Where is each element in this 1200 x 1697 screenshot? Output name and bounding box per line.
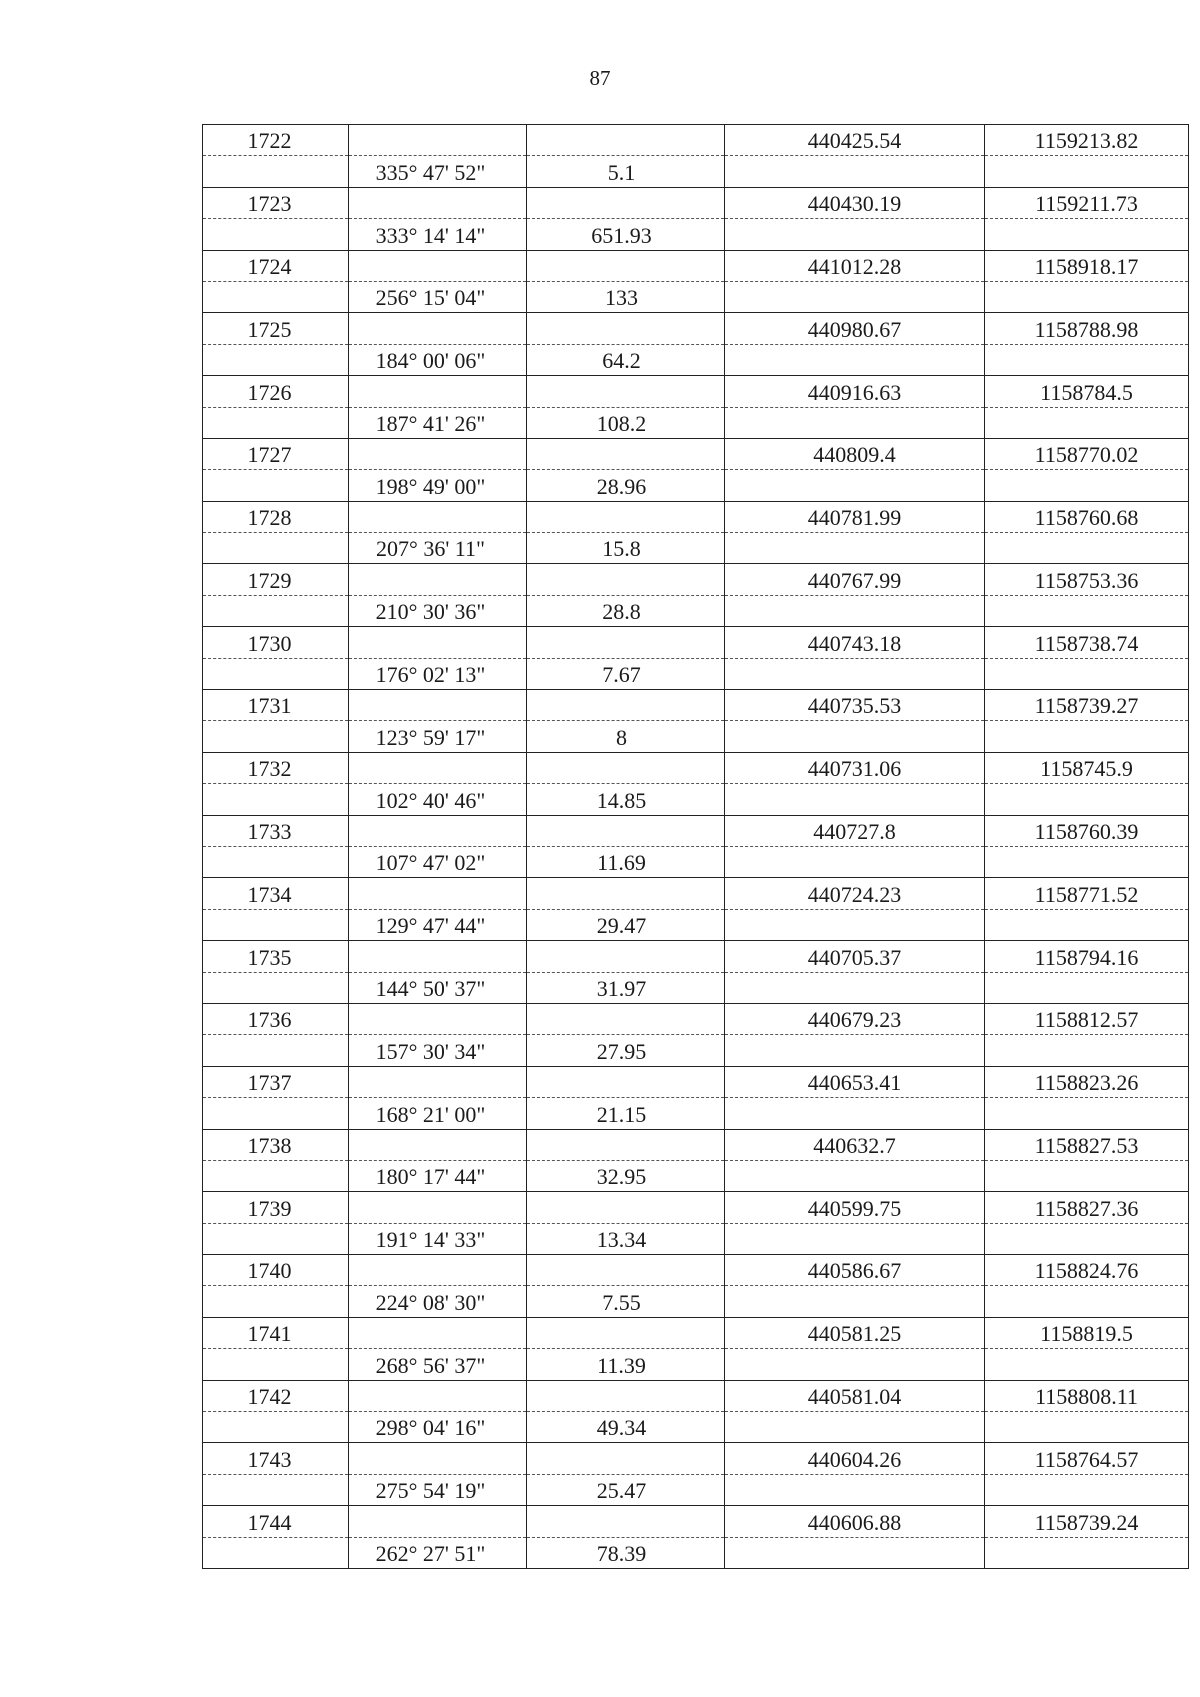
segment-row [203, 658, 1189, 689]
point-row [203, 815, 1189, 846]
segment-row [203, 1160, 1189, 1191]
distance: 8 [527, 721, 725, 752]
coordinate-table [202, 124, 1189, 1569]
coordinate-x: 440735.53 [725, 690, 985, 721]
empty-cell [349, 1443, 527, 1474]
empty-cell [985, 784, 1189, 815]
point-row [203, 1317, 1189, 1348]
coordinate-x: 440586.67 [725, 1255, 985, 1286]
coordinate-y: 1158788.98 [985, 313, 1189, 344]
bearing: 129° 47' 44" [349, 909, 527, 940]
bearing: 275° 54' 19" [349, 1474, 527, 1505]
coordinate-y: 1158738.74 [985, 627, 1189, 658]
segment-row [203, 407, 1189, 438]
empty-cell [203, 533, 349, 564]
empty-cell [725, 1160, 985, 1191]
segment-row [203, 721, 1189, 752]
point-row [203, 125, 1189, 156]
coordinate-x: 440724.23 [725, 878, 985, 909]
empty-cell [349, 1192, 527, 1223]
coordinate-y: 1158808.11 [985, 1380, 1189, 1411]
empty-cell [349, 438, 527, 469]
distance: 27.95 [527, 1035, 725, 1066]
point-id: 1725 [203, 313, 349, 344]
empty-cell [203, 470, 349, 501]
coordinate-x: 440604.26 [725, 1443, 985, 1474]
point-row [203, 313, 1189, 344]
coordinate-x: 440781.99 [725, 501, 985, 532]
empty-cell [349, 250, 527, 281]
segment-row [203, 1035, 1189, 1066]
segment-row [203, 1098, 1189, 1129]
point-row [203, 187, 1189, 218]
empty-cell [725, 784, 985, 815]
empty-cell [203, 1098, 349, 1129]
coordinate-x: 440809.4 [725, 438, 985, 469]
empty-cell [985, 1474, 1189, 1505]
coordinate-x: 440767.99 [725, 564, 985, 595]
empty-cell [527, 376, 725, 407]
coordinate-y: 1158745.9 [985, 752, 1189, 783]
empty-cell [985, 344, 1189, 375]
segment-row [203, 1537, 1189, 1568]
page-number: 87 [589, 66, 611, 90]
empty-cell [725, 909, 985, 940]
distance: 32.95 [527, 1160, 725, 1191]
empty-cell [527, 1192, 725, 1223]
empty-cell [527, 187, 725, 218]
distance: 7.55 [527, 1286, 725, 1317]
empty-cell [203, 721, 349, 752]
empty-cell [725, 533, 985, 564]
point-id: 1736 [203, 1003, 349, 1034]
segment-row [203, 846, 1189, 877]
empty-cell [725, 1412, 985, 1443]
point-id: 1740 [203, 1255, 349, 1286]
coordinate-y: 1159211.73 [985, 187, 1189, 218]
point-id: 1726 [203, 376, 349, 407]
empty-cell [725, 1537, 985, 1568]
bearing: 180° 17' 44" [349, 1160, 527, 1191]
bearing: 157° 30' 34" [349, 1035, 527, 1066]
empty-cell [725, 1098, 985, 1129]
bearing: 102° 40' 46" [349, 784, 527, 815]
empty-cell [527, 313, 725, 344]
empty-cell [725, 281, 985, 312]
distance: 14.85 [527, 784, 725, 815]
empty-cell [985, 1098, 1189, 1129]
empty-cell [985, 407, 1189, 438]
point-id: 1723 [203, 187, 349, 218]
empty-cell [349, 1380, 527, 1411]
empty-cell [725, 1223, 985, 1254]
point-row [203, 1003, 1189, 1034]
empty-cell [985, 1349, 1189, 1380]
bearing: 333° 14' 14" [349, 219, 527, 250]
point-id: 1739 [203, 1192, 349, 1223]
coordinate-y: 1158823.26 [985, 1066, 1189, 1097]
coordinate-x: 440653.41 [725, 1066, 985, 1097]
bearing: 256° 15' 04" [349, 281, 527, 312]
distance: 11.69 [527, 846, 725, 877]
empty-cell [527, 878, 725, 909]
segment-row [203, 784, 1189, 815]
empty-cell [527, 627, 725, 658]
coordinate-y: 1158827.53 [985, 1129, 1189, 1160]
empty-cell [985, 281, 1189, 312]
empty-cell [349, 376, 527, 407]
empty-cell [349, 501, 527, 532]
point-id: 1738 [203, 1129, 349, 1160]
empty-cell [349, 187, 527, 218]
distance: 28.8 [527, 595, 725, 626]
empty-cell [725, 470, 985, 501]
empty-cell [527, 941, 725, 972]
empty-cell [985, 470, 1189, 501]
empty-cell [527, 250, 725, 281]
coordinate-y: 1158760.39 [985, 815, 1189, 846]
empty-cell [725, 846, 985, 877]
empty-cell [725, 721, 985, 752]
coordinate-x: 440606.88 [725, 1506, 985, 1537]
empty-cell [725, 344, 985, 375]
empty-cell [349, 1129, 527, 1160]
empty-cell [349, 1506, 527, 1537]
distance: 21.15 [527, 1098, 725, 1129]
coordinate-y: 1158794.16 [985, 941, 1189, 972]
point-id: 1724 [203, 250, 349, 281]
empty-cell [985, 721, 1189, 752]
empty-cell [527, 1066, 725, 1097]
point-row [203, 564, 1189, 595]
empty-cell [725, 972, 985, 1003]
empty-cell [203, 281, 349, 312]
segment-row [203, 909, 1189, 940]
coordinate-y: 1158764.57 [985, 1443, 1189, 1474]
distance: 29.47 [527, 909, 725, 940]
coordinate-y: 1158760.68 [985, 501, 1189, 532]
coordinate-y: 1158770.02 [985, 438, 1189, 469]
coordinate-x: 440430.19 [725, 187, 985, 218]
segment-row [203, 972, 1189, 1003]
empty-cell [725, 1035, 985, 1066]
bearing: 144° 50' 37" [349, 972, 527, 1003]
empty-cell [985, 846, 1189, 877]
coordinate-table-body [203, 125, 1189, 1569]
distance: 7.67 [527, 658, 725, 689]
coordinate-x: 440581.25 [725, 1317, 985, 1348]
point-row [203, 1443, 1189, 1474]
empty-cell [725, 595, 985, 626]
bearing: 210° 30' 36" [349, 595, 527, 626]
empty-cell [349, 1255, 527, 1286]
segment-row [203, 219, 1189, 250]
empty-cell [527, 501, 725, 532]
point-id: 1737 [203, 1066, 349, 1097]
point-id: 1727 [203, 438, 349, 469]
distance: 5.1 [527, 156, 725, 187]
coordinate-x: 440731.06 [725, 752, 985, 783]
empty-cell [349, 1003, 527, 1034]
empty-cell [985, 1412, 1189, 1443]
point-id: 1730 [203, 627, 349, 658]
empty-cell [349, 690, 527, 721]
point-row [203, 250, 1189, 281]
empty-cell [527, 1129, 725, 1160]
empty-cell [527, 752, 725, 783]
bearing: 184° 00' 06" [349, 344, 527, 375]
bearing: 187° 41' 26" [349, 407, 527, 438]
segment-row [203, 1412, 1189, 1443]
empty-cell [527, 690, 725, 721]
empty-cell [725, 1474, 985, 1505]
segment-row [203, 1223, 1189, 1254]
point-id: 1742 [203, 1380, 349, 1411]
empty-cell [203, 1412, 349, 1443]
empty-cell [203, 1286, 349, 1317]
empty-cell [527, 1506, 725, 1537]
point-id: 1735 [203, 941, 349, 972]
empty-cell [203, 1474, 349, 1505]
segment-row [203, 281, 1189, 312]
empty-cell [985, 909, 1189, 940]
point-id: 1731 [203, 690, 349, 721]
coordinate-y: 1158824.76 [985, 1255, 1189, 1286]
empty-cell [349, 878, 527, 909]
empty-cell [527, 815, 725, 846]
empty-cell [349, 627, 527, 658]
point-id: 1744 [203, 1506, 349, 1537]
distance: 108.2 [527, 407, 725, 438]
bearing: 335° 47' 52" [349, 156, 527, 187]
empty-cell [203, 909, 349, 940]
point-row [203, 1255, 1189, 1286]
distance: 28.96 [527, 470, 725, 501]
empty-cell [527, 438, 725, 469]
point-row [203, 501, 1189, 532]
empty-cell [349, 1066, 527, 1097]
empty-cell [985, 1537, 1189, 1568]
coordinate-y: 1158819.5 [985, 1317, 1189, 1348]
bearing: 107° 47' 02" [349, 846, 527, 877]
empty-cell [527, 1255, 725, 1286]
distance: 651.93 [527, 219, 725, 250]
segment-row [203, 1349, 1189, 1380]
coordinate-y: 1158918.17 [985, 250, 1189, 281]
empty-cell [985, 219, 1189, 250]
empty-cell [203, 407, 349, 438]
coordinate-x: 440916.63 [725, 376, 985, 407]
bearing: 298° 04' 16" [349, 1412, 527, 1443]
empty-cell [349, 125, 527, 156]
distance: 31.97 [527, 972, 725, 1003]
point-row [203, 1506, 1189, 1537]
empty-cell [203, 1349, 349, 1380]
empty-cell [203, 595, 349, 626]
coordinate-y: 1158739.24 [985, 1506, 1189, 1537]
point-id: 1741 [203, 1317, 349, 1348]
coordinate-x: 440743.18 [725, 627, 985, 658]
distance: 133 [527, 281, 725, 312]
point-id: 1743 [203, 1443, 349, 1474]
empty-cell [527, 1443, 725, 1474]
segment-row [203, 595, 1189, 626]
coordinate-x: 440632.7 [725, 1129, 985, 1160]
empty-cell [985, 1286, 1189, 1317]
coordinate-y: 1158812.57 [985, 1003, 1189, 1034]
empty-cell [349, 1317, 527, 1348]
coordinate-y: 1158771.52 [985, 878, 1189, 909]
point-id: 1732 [203, 752, 349, 783]
segment-row [203, 156, 1189, 187]
distance: 15.8 [527, 533, 725, 564]
coordinate-y: 1159213.82 [985, 125, 1189, 156]
empty-cell [985, 1160, 1189, 1191]
empty-cell [725, 407, 985, 438]
coordinate-x: 440705.37 [725, 941, 985, 972]
empty-cell [527, 564, 725, 595]
empty-cell [203, 1223, 349, 1254]
coordinate-x: 440599.75 [725, 1192, 985, 1223]
point-row [203, 1066, 1189, 1097]
distance: 49.34 [527, 1412, 725, 1443]
bearing: 224° 08' 30" [349, 1286, 527, 1317]
bearing: 123° 59' 17" [349, 721, 527, 752]
point-row [203, 941, 1189, 972]
empty-cell [725, 1349, 985, 1380]
point-row [203, 878, 1189, 909]
coordinate-x: 441012.28 [725, 250, 985, 281]
empty-cell [985, 595, 1189, 626]
empty-cell [725, 658, 985, 689]
empty-cell [349, 815, 527, 846]
point-row [203, 1129, 1189, 1160]
empty-cell [985, 658, 1189, 689]
empty-cell [203, 1537, 349, 1568]
coordinate-x: 440980.67 [725, 313, 985, 344]
empty-cell [349, 564, 527, 595]
bearing: 176° 02' 13" [349, 658, 527, 689]
empty-cell [203, 219, 349, 250]
bearing: 168° 21' 00" [349, 1098, 527, 1129]
empty-cell [527, 1380, 725, 1411]
point-row [203, 627, 1189, 658]
empty-cell [985, 533, 1189, 564]
empty-cell [527, 125, 725, 156]
empty-cell [203, 658, 349, 689]
point-id: 1733 [203, 815, 349, 846]
empty-cell [349, 941, 527, 972]
segment-row [203, 1474, 1189, 1505]
empty-cell [985, 972, 1189, 1003]
distance: 25.47 [527, 1474, 725, 1505]
point-id: 1729 [203, 564, 349, 595]
empty-cell [527, 1003, 725, 1034]
bearing: 207° 36' 11" [349, 533, 527, 564]
segment-row [203, 533, 1189, 564]
bearing: 268° 56' 37" [349, 1349, 527, 1380]
distance: 13.34 [527, 1223, 725, 1254]
bearing: 191° 14' 33" [349, 1223, 527, 1254]
empty-cell [527, 1317, 725, 1348]
empty-cell [725, 219, 985, 250]
empty-cell [203, 156, 349, 187]
bearing: 198° 49' 00" [349, 470, 527, 501]
empty-cell [985, 156, 1189, 187]
bearing: 262° 27' 51" [349, 1537, 527, 1568]
coordinate-y: 1158753.36 [985, 564, 1189, 595]
point-id: 1734 [203, 878, 349, 909]
coordinate-x: 440581.04 [725, 1380, 985, 1411]
empty-cell [725, 156, 985, 187]
coordinate-x: 440425.54 [725, 125, 985, 156]
empty-cell [203, 846, 349, 877]
segment-row [203, 1286, 1189, 1317]
point-id: 1728 [203, 501, 349, 532]
distance: 64.2 [527, 344, 725, 375]
point-row [203, 1192, 1189, 1223]
point-row [203, 690, 1189, 721]
point-id: 1722 [203, 125, 349, 156]
point-row [203, 1380, 1189, 1411]
coordinate-y: 1158784.5 [985, 376, 1189, 407]
empty-cell [349, 752, 527, 783]
empty-cell [725, 1286, 985, 1317]
distance: 11.39 [527, 1349, 725, 1380]
empty-cell [203, 1035, 349, 1066]
empty-cell [203, 784, 349, 815]
empty-cell [985, 1223, 1189, 1254]
empty-cell [203, 344, 349, 375]
segment-row [203, 344, 1189, 375]
coordinate-y: 1158739.27 [985, 690, 1189, 721]
segment-row [203, 470, 1189, 501]
point-row [203, 752, 1189, 783]
coordinate-x: 440679.23 [725, 1003, 985, 1034]
coordinate-x: 440727.8 [725, 815, 985, 846]
distance: 78.39 [527, 1537, 725, 1568]
empty-cell [203, 972, 349, 1003]
coordinate-y: 1158827.36 [985, 1192, 1189, 1223]
empty-cell [985, 1035, 1189, 1066]
point-row [203, 438, 1189, 469]
point-row [203, 376, 1189, 407]
empty-cell [203, 1160, 349, 1191]
empty-cell [349, 313, 527, 344]
